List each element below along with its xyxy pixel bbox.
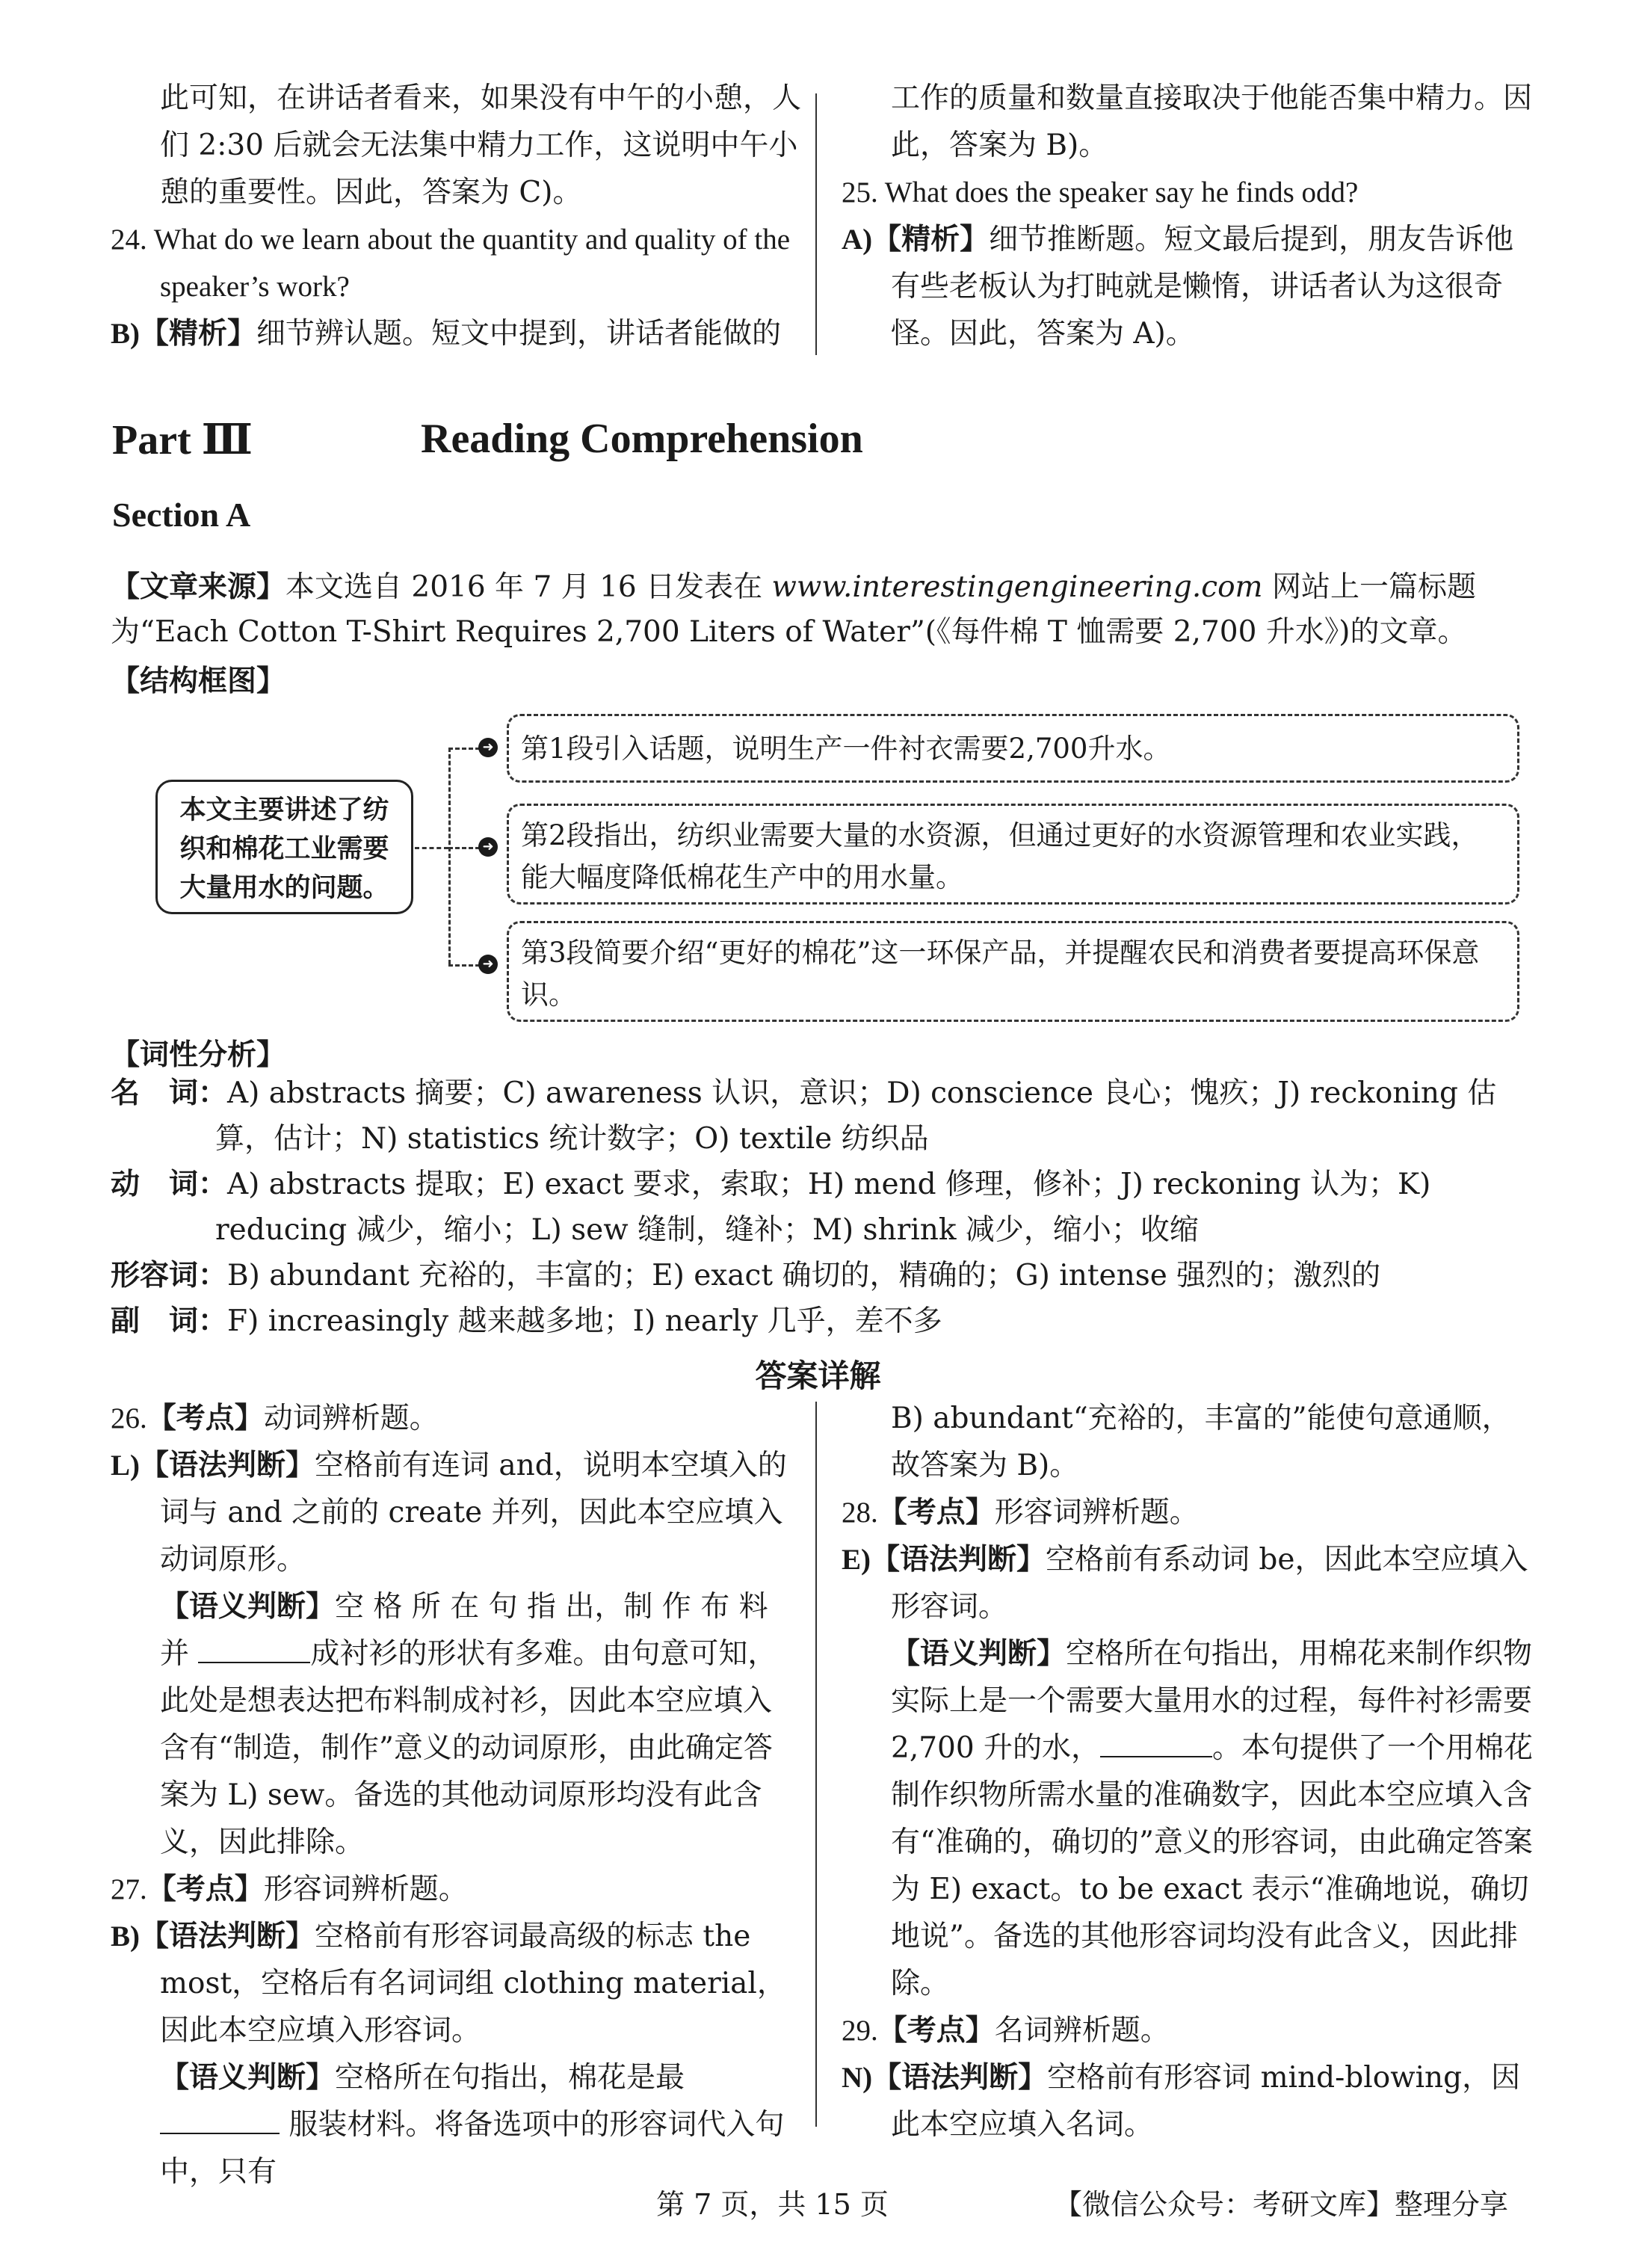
- q29-grammar: [842, 2054, 1537, 2148]
- arrow-right-icon: ➜: [478, 955, 498, 974]
- semantic-tag: 【语义判断】: [891, 1636, 1067, 1671]
- question-24: [111, 216, 802, 310]
- answers-left-column: [111, 1395, 798, 2195]
- text-line: 憩的重要性。因此，答案为 C)。: [160, 176, 582, 209]
- pos-row-adjective: [111, 1253, 1531, 1298]
- structure-tag: 【结构框图】: [111, 664, 286, 698]
- answer-letter: L): [111, 1449, 140, 1482]
- grammar-tag: 【语法判断】: [872, 2060, 1048, 2095]
- kaodian-text: 名词辨析题。: [994, 2014, 1170, 2047]
- paragraph-3-box: [507, 921, 1519, 1022]
- page-number: 第 7 页，共 15 页: [656, 2188, 889, 2221]
- pos-label: 动 词：: [111, 1167, 228, 1201]
- semantic-text: 服装材料。将备选项中的形容词代入句中，只有: [160, 2108, 785, 2189]
- question-number: 26.: [111, 1402, 147, 1435]
- kaodian-tag: 【考点】: [146, 1401, 264, 1435]
- answer-blank: [1100, 1731, 1212, 1757]
- grammar-tag: 【语法判断】: [140, 1919, 315, 1953]
- answer-25: [842, 216, 1537, 357]
- answer-blank: [198, 1636, 310, 1663]
- grammar-text: 空格前有连词 and，说明本空填入的词与 and 之前的 create 并列，因此本空应填入动词原形。: [160, 1449, 787, 1577]
- analysis-tag: 【精析】: [140, 316, 257, 351]
- pos-label: 名 词：: [111, 1076, 228, 1110]
- grammar-text: 空格前有形容词 mind-blowing，因此本空应填入名词。: [891, 2061, 1521, 2142]
- question-25: [842, 169, 1537, 216]
- q28-kaodian: [842, 1489, 1537, 1536]
- source-text-after: 网站上一篇标题为“Each Cotton T-Shirt Requires 2,700 Liters of Water”(《每件棉 T 恤需要 2,700 升水》)的文章。: [111, 570, 1476, 649]
- source-text-before: 本文选自 2016 年 7 月 16 日发表在: [285, 570, 772, 604]
- source-site: www.interestingengineering.com: [771, 570, 1263, 604]
- pos-tag: 【词性分析】: [111, 1038, 286, 1072]
- column-divider: [815, 93, 817, 355]
- answer-letter: N): [842, 2062, 873, 2094]
- source-tag: 【文章来源】: [111, 570, 286, 604]
- q27-grammar: [111, 1913, 798, 2054]
- q23-continuation: [111, 75, 802, 216]
- semantic-tag: 【语义判断】: [160, 2060, 336, 2095]
- pos-table: [111, 1070, 1531, 1344]
- semantic-text: B) abundant“充裕的，丰富的”能使句意通顺，故答案为 B)。: [891, 1402, 1511, 1482]
- main-idea-box: [155, 780, 413, 914]
- answer-letter: B): [111, 318, 140, 350]
- text-line: 此可知，在讲话者看来，如果没有中午的小憩，人: [160, 81, 802, 115]
- part-title: Reading Comprehension: [421, 416, 863, 462]
- top-right-column: [842, 75, 1537, 357]
- q27-semantic: [111, 2054, 798, 2195]
- answer-letter: E): [842, 1544, 871, 1576]
- connector-2: [448, 847, 480, 849]
- semantic-text: 。本句提供了一个用棉花制作织物所需水量的准确数字，因此本空应填入含有“准确的，确切的”意义的形容词，由此确定答案为 E) exact。to be exact 表示“准确地说，确切地说”。备选的其他形容词均没有此含义，因此排除。: [891, 1731, 1534, 2000]
- answer-blank: [160, 2107, 280, 2134]
- q29-kaodian: [842, 2007, 1537, 2054]
- pos-text: F) increasingly 越来越多地；I) nearly 几乎，差不多: [227, 1304, 942, 1338]
- pos-label: 副 词：: [111, 1304, 228, 1338]
- arrow-right-icon: ➜: [478, 837, 498, 857]
- kaodian-text: 动词辨析题。: [263, 1402, 439, 1435]
- answers-right-column: [842, 1395, 1537, 2148]
- answer-letter: B): [111, 1920, 140, 1953]
- paragraph-2-text: 第2段指出，纺织业需要大量的水资源，但通过更好的水资源管理和农业实践，能大幅度降低棉花生产中的用水量。: [521, 819, 1479, 893]
- kaodian-text: 形容词辨析题。: [994, 1496, 1199, 1529]
- top-left-column: [111, 75, 802, 357]
- question-number: 28.: [842, 1497, 878, 1529]
- question-number: 27.: [111, 1873, 147, 1905]
- pos-text: A) abstracts 摘要；C) awareness 认识，意识；D) conscience 良心；愧疚；J) reckoning 估算，估计；N) statistics 统计数字；O) textile 纺织品: [215, 1076, 1497, 1156]
- q28-grammar: [842, 1536, 1537, 1630]
- connector-3: [448, 964, 480, 967]
- article-source: [111, 564, 1531, 655]
- text-line: 们 2:30 后就会无法集中精力工作，这说明中午小: [160, 129, 798, 162]
- question-number: 25.: [842, 176, 878, 209]
- question-text: What does the speaker say he finds odd?: [884, 176, 1359, 209]
- column-divider: [815, 1402, 817, 2127]
- pos-row-noun: [111, 1070, 1531, 1162]
- answer-letter: A): [842, 224, 873, 256]
- q27-kaodian: [111, 1866, 798, 1913]
- pos-row-adverb: [111, 1298, 1531, 1344]
- analysis-text: 工作的质量和数量直接取决于他能否集中精力。因此，答案为 B)。: [891, 81, 1533, 162]
- grammar-text: 空格前有系动词 be，因此本空应填入形容词。: [891, 1543, 1528, 1624]
- grammar-text: 空格前有形容词最高级的标志 the most，空格后有名词词组 clothing material，因此本空应填入形容词。: [160, 1920, 786, 2047]
- pos-label: 形容词：: [111, 1258, 228, 1292]
- semantic-text: 空 格 所 在 句 指 出，制 作 布 料 并: [160, 1590, 768, 1671]
- semantic-text: 成衬衫的形状有多难。由句意可知，此处是想表达把布料制成衬衫，因此本空应填入含有“制造，制作”意义的动词原形，由此确定答案为 L) sew。备选的其他动词原形均没有此含义，因此排除。: [160, 1637, 777, 1859]
- paragraph-3-text: 第3段简要介绍“更好的棉花”这一环保产品，并提醒农民和消费者要提高环保意识。: [521, 937, 1480, 1011]
- paragraph-1-box: [507, 714, 1519, 783]
- main-idea-text: 本文主要讲述了纺织和棉花工业需要大量用水的问题。: [179, 795, 389, 903]
- kaodian-tag: 【考点】: [877, 2013, 995, 2047]
- answer-24: [111, 310, 802, 357]
- section-title: Section A: [112, 496, 251, 534]
- semantic-text: 空格所在句指出，棉花是最: [335, 2061, 685, 2095]
- analysis-text: 细节推断题。短文最后提到，朋友告诉他有些老板认为打盹就是懒惰，讲话者认为这很奇怪。因此，答案为 A)。: [891, 223, 1514, 351]
- paragraph-1-text: 第1段引入话题，说明生产一件衬衣需要2,700升水。: [521, 733, 1171, 765]
- footer-credit: 【微信公众号：考研文库】整理分享: [1054, 2188, 1509, 2221]
- answers-heading: 答案详解: [755, 1358, 881, 1394]
- part-label: Part Ⅲ: [112, 417, 253, 463]
- pos-text: B) abundant 充裕的，丰富的；E) exact 确切的，精确的；G) intense 强烈的；激烈的: [227, 1259, 1381, 1292]
- question-number: 24.: [111, 224, 147, 256]
- answer-24-continuation: [842, 75, 1537, 169]
- kaodian-tag: 【考点】: [146, 1872, 264, 1906]
- connector-vertical: [448, 748, 451, 964]
- analysis-tag: 【精析】: [872, 222, 990, 256]
- q28-semantic: [842, 1630, 1537, 2007]
- arrow-right-icon: ➜: [478, 738, 498, 757]
- semantic-tag: 【语义判断】: [160, 1589, 336, 1624]
- pos-text: A) abstracts 提取；E) exact 要求，索取；H) mend 修理，修补；J) reckoning 认为；K) reducing 减少，缩小；L) sew 缝制，缝补；M) shrink 减少，缩小；收缩: [215, 1168, 1431, 1247]
- q27-semantic-continuation: [842, 1395, 1537, 1489]
- connector-main: [415, 847, 448, 849]
- kaodian-tag: 【考点】: [877, 1495, 995, 1529]
- connector-1: [448, 748, 480, 750]
- q26-grammar: [111, 1442, 798, 1583]
- paragraph-2-box: [507, 804, 1519, 905]
- question-number: 29.: [842, 2015, 878, 2047]
- q26-kaodian: [111, 1395, 798, 1442]
- kaodian-text: 形容词辨析题。: [263, 1873, 468, 1906]
- semantic-text: 空格所在句指出，用棉花来制作织物实际上是一个需要大量用水的过程，每件衬衫需要 2,700 升的水，: [891, 1637, 1533, 1765]
- q26-semantic: [111, 1583, 798, 1866]
- grammar-tag: 【语法判断】: [140, 1448, 315, 1482]
- question-text: What do we learn about the quantity and quality of the speaker’s work?: [153, 224, 791, 303]
- grammar-tag: 【语法判断】: [871, 1542, 1046, 1577]
- pos-row-verb: [111, 1162, 1531, 1253]
- analysis-text: 细节辨认题。短文中提到，讲话者能做的: [256, 317, 782, 351]
